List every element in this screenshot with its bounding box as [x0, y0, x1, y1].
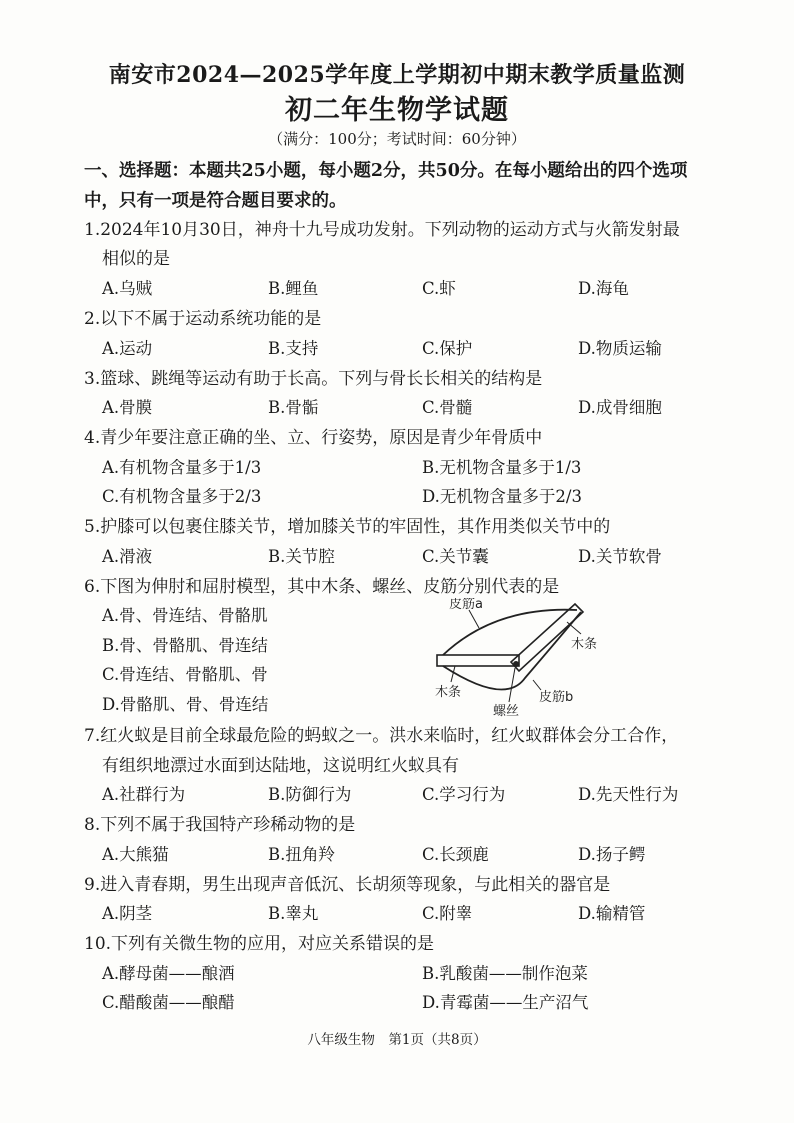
question-6-option-d: D.骨骼肌、骨、骨连结	[102, 695, 269, 714]
leader-screw	[509, 668, 515, 702]
question-1-option-d: D.海龟	[578, 279, 629, 298]
question-5-stem: 5.护膝可以包裹住膝关节，增加膝关节的牢固性，其作用类似关节中的	[84, 517, 611, 537]
question-3-option-b: B.骨骺	[268, 398, 319, 417]
question-3-option-d: D.成骨细胞	[578, 398, 662, 417]
question-6-option-b: B.骨、骨骼肌、骨连结	[102, 636, 268, 655]
question-2-option-d: D.物质运输	[578, 339, 662, 358]
question-9-option-d: D.输精管	[578, 904, 646, 923]
question-8-option-a: A.大熊猫	[102, 845, 169, 864]
leader-band-b	[533, 680, 541, 690]
question-8-option-c: C.长颈鹿	[422, 845, 489, 864]
section-heading-line1: 一、选择题：本题共25小题，每小题2分，共50分。在每小题给出的四个选项	[84, 161, 688, 181]
question-8-option-d: D.扬子鳄	[578, 845, 646, 864]
label-stick-left: 木条	[435, 685, 462, 700]
label-band-a: 皮筋a	[449, 598, 483, 612]
question-3-option-a: A.骨膜	[102, 398, 153, 417]
question-1-stem: 1.2024年10月30日，神舟十九号成功发射。下列动物的运动方式与火箭发射最	[84, 220, 680, 240]
question-8-stem: 8.下列不属于我国特产珍稀动物的是	[84, 815, 356, 835]
question-9-stem: 9.进入青春期，男生出现声音低沉、长胡须等现象，与此相关的器官是	[84, 875, 611, 895]
question-10-option-b: B.乳酸菌——制作泡菜	[422, 964, 588, 983]
question-2-stem: 2.以下不属于运动系统功能的是	[84, 309, 322, 329]
label-stick-right: 木条	[571, 637, 598, 652]
question-10-option-d: D.青霉菌——生产沼气	[422, 993, 589, 1012]
question-1-option-a: A.乌贼	[102, 279, 153, 298]
question-8-option-b: B.扭角羚	[268, 845, 335, 864]
page-footer: 八年级生物 第1页（共8页）	[307, 1032, 487, 1048]
question-10-option-c: C.醋酸菌——酿醋	[102, 993, 235, 1012]
exam-info: （满分：100分；考试时间：60分钟）	[268, 130, 526, 148]
label-screw: 螺丝	[493, 704, 520, 719]
question-6-stem: 6.下图为伸肘和屈肘模型，其中木条、螺丝、皮筋分别代表的是	[84, 577, 560, 597]
question-5-option-a: A.滑液	[102, 547, 153, 566]
question-10-stem: 10.下列有关微生物的应用，对应关系错误的是	[84, 934, 435, 954]
question-9-option-b: B.睾丸	[268, 904, 319, 923]
question-7-stem-cont: 有组织地漂过水面到达陆地，这说明红火蚁具有	[102, 756, 459, 776]
question-4-option-d: D.无机物含量多于2/3	[422, 487, 582, 506]
question-7-option-a: A.社群行为	[102, 785, 186, 804]
elbow-model-figure	[425, 598, 625, 722]
question-7-option-c: C.学习行为	[422, 785, 506, 804]
label-band-b: 皮筋b	[539, 690, 574, 705]
question-10-option-a: A.酵母菌——酿酒	[102, 964, 235, 983]
question-9-option-c: C.附睾	[422, 904, 473, 923]
question-2-option-c: C.保护	[422, 339, 473, 358]
question-7-stem: 7.红火蚁是目前全球最危险的蚂蚁之一。洪水来临时，红火蚁群体会分工合作，	[84, 726, 679, 746]
question-5-option-b: B.关节腔	[268, 547, 335, 566]
question-7-option-b: B.防御行为	[268, 785, 352, 804]
stick-lower	[437, 655, 519, 666]
exam-title: 南安市2024—2025学年度上学期初中期末教学质量监测	[108, 62, 686, 88]
rubber-band-a	[443, 610, 577, 655]
question-2-option-b: B.支持	[268, 339, 319, 358]
question-6-option-c: C.骨连结、骨骼肌、骨	[102, 665, 268, 684]
rubber-band-b	[443, 612, 581, 690]
question-4-option-c: C.有机物含量多于2/3	[102, 487, 262, 506]
screw-dot	[513, 661, 519, 667]
question-3-stem: 3.篮球、跳绳等运动有助于长高。下列与骨长长相关的结构是	[84, 369, 543, 389]
question-1-option-b: B.鲤鱼	[268, 279, 319, 298]
question-1-option-c: C.虾	[422, 279, 456, 298]
question-4-stem: 4.青少年要注意正确的坐、立、行姿势，原因是青少年骨质中	[84, 428, 543, 448]
question-2-option-a: A.运动	[102, 339, 153, 358]
question-9-option-a: A.阴茎	[102, 904, 153, 923]
question-5-option-c: C.关节囊	[422, 547, 489, 566]
leader-band-a	[469, 610, 479, 628]
question-4-option-a: A.有机物含量多于1/3	[102, 458, 262, 477]
question-1-stem-cont: 相似的是	[102, 249, 170, 269]
question-5-option-d: D.关节软骨	[578, 547, 662, 566]
question-6-option-a: A.骨、骨连结、骨骼肌	[102, 606, 268, 625]
leader-stick-right	[567, 622, 581, 634]
subject-title: 初二年生物学试题	[285, 95, 509, 126]
question-4-option-b: B.无机物含量多于1/3	[422, 458, 582, 477]
question-7-option-d: D.先天性行为	[578, 785, 679, 804]
question-3-option-c: C.骨髓	[422, 398, 473, 417]
section-heading-line2: 中，只有一项是符合题目要求的。	[84, 191, 347, 211]
